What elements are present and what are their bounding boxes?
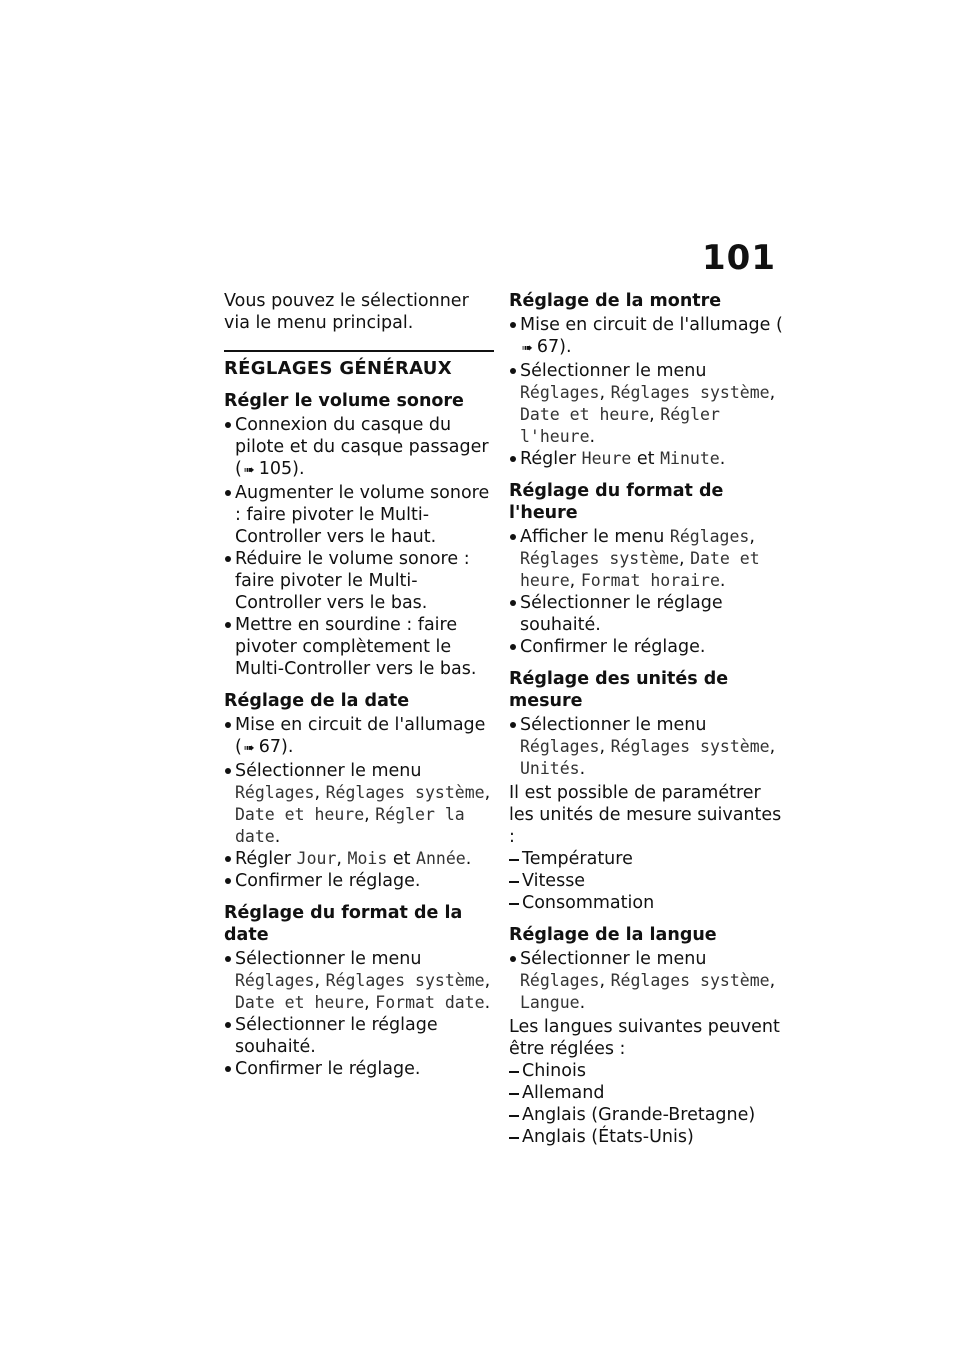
list-item: Consommation bbox=[509, 892, 789, 914]
units-title: Réglage des unités de mesure bbox=[509, 669, 729, 711]
menu-path: Date et heure bbox=[235, 805, 365, 824]
list-item: Mise en circuit de l'allumage (➠ 67). bbox=[509, 314, 789, 360]
list-item: Sélectionner le menu Réglages, Réglages système, Date et heure, Régler l'heure. bbox=[509, 360, 789, 448]
list-item: Température bbox=[509, 848, 789, 870]
date-format-section bbox=[224, 902, 494, 1080]
list-item: Anglais (États-Unis) bbox=[509, 1126, 789, 1148]
list-item: Afficher le menu Réglages, Réglages système, Date et heure, Format horaire. bbox=[509, 526, 789, 592]
date-section bbox=[224, 690, 494, 892]
menu-path: Réglages système bbox=[325, 783, 485, 802]
list-item: Anglais (Grande-Bretagne) bbox=[509, 1104, 789, 1126]
list-item: Confirmer le réglage. bbox=[509, 636, 789, 658]
list-item: Régler Heure et Minute. bbox=[509, 448, 789, 470]
language-title: Réglage de la langue bbox=[509, 925, 717, 945]
list-item: Sélectionner le menu Réglages, Réglages système, Date et heure, Régler la date. bbox=[224, 760, 494, 848]
list-item: Sélectionner le menu Réglages, Réglages système, Date et heure, Format date. bbox=[224, 948, 494, 1014]
left-column bbox=[224, 290, 494, 1080]
volume-title: Régler le volume sonore bbox=[224, 391, 464, 411]
units-section bbox=[509, 668, 789, 914]
hour-format-section bbox=[509, 480, 789, 658]
date-format-title: Réglage du format de la date bbox=[224, 903, 463, 945]
menu-path: Réglages bbox=[235, 783, 315, 802]
arrow-right-icon: ➠ bbox=[522, 341, 533, 356]
list-item: Mise en circuit de l'allumage ( ➠ 67). bbox=[224, 714, 494, 760]
language-section bbox=[509, 924, 789, 1148]
list-item: Confirmer le réglage. bbox=[224, 1058, 494, 1080]
list-item: Sélectionner le menu Réglages, Réglages système, Unités. bbox=[509, 714, 789, 780]
right-column bbox=[509, 290, 789, 1148]
list-item: Sélectionner le menu Réglages, Réglages système, Langue. bbox=[509, 948, 789, 1014]
date-title: Réglage de la date bbox=[224, 691, 410, 711]
list-item: Confirmer le réglage. bbox=[224, 870, 494, 892]
page-number: 101 bbox=[702, 238, 776, 278]
list-item: Connexion du casque du pilote et du casque passager ( ➠ 105). bbox=[224, 414, 494, 482]
list-item: Réduire le volume sonore : faire pivoter le Multi-Controller vers le bas. bbox=[224, 548, 494, 614]
hour-format-title: Réglage du format de l'heure bbox=[509, 481, 724, 523]
list-item: Sélectionner le réglage souhaité. bbox=[224, 1014, 494, 1058]
units-text: Il est possible de paramétrer les unités de mesure suivantes : bbox=[509, 783, 782, 847]
menu-path: Régler la date bbox=[235, 805, 465, 846]
volume-section bbox=[224, 390, 494, 680]
arrow-right-icon: ➠ bbox=[243, 741, 255, 756]
clock-section bbox=[509, 290, 789, 470]
list-item: Augmenter le volume sonore : faire pivoter le Multi-Controller vers le haut. bbox=[224, 482, 494, 548]
list-item: Vitesse bbox=[509, 870, 789, 892]
arrow-right-icon: ➠ bbox=[243, 463, 255, 478]
list-item: Allemand bbox=[509, 1082, 789, 1104]
list-item: Régler Jour, Mois et Année. bbox=[224, 848, 494, 870]
clock-title: Réglage de la montre bbox=[509, 291, 722, 311]
list-item: Mettre en sourdine : faire pivoter complètement le Multi-Controller vers le bas. bbox=[224, 614, 494, 680]
intro-text: Vous pouvez le sélectionner via le menu principal. bbox=[224, 291, 469, 333]
list-item: Chinois bbox=[509, 1060, 789, 1082]
list-item: Sélectionner le réglage souhaité. bbox=[509, 592, 789, 636]
language-text: Les langues suivantes peuvent être réglées : bbox=[509, 1017, 780, 1059]
section-title: RÉGLAGES GÉNÉRAUX bbox=[224, 350, 494, 380]
